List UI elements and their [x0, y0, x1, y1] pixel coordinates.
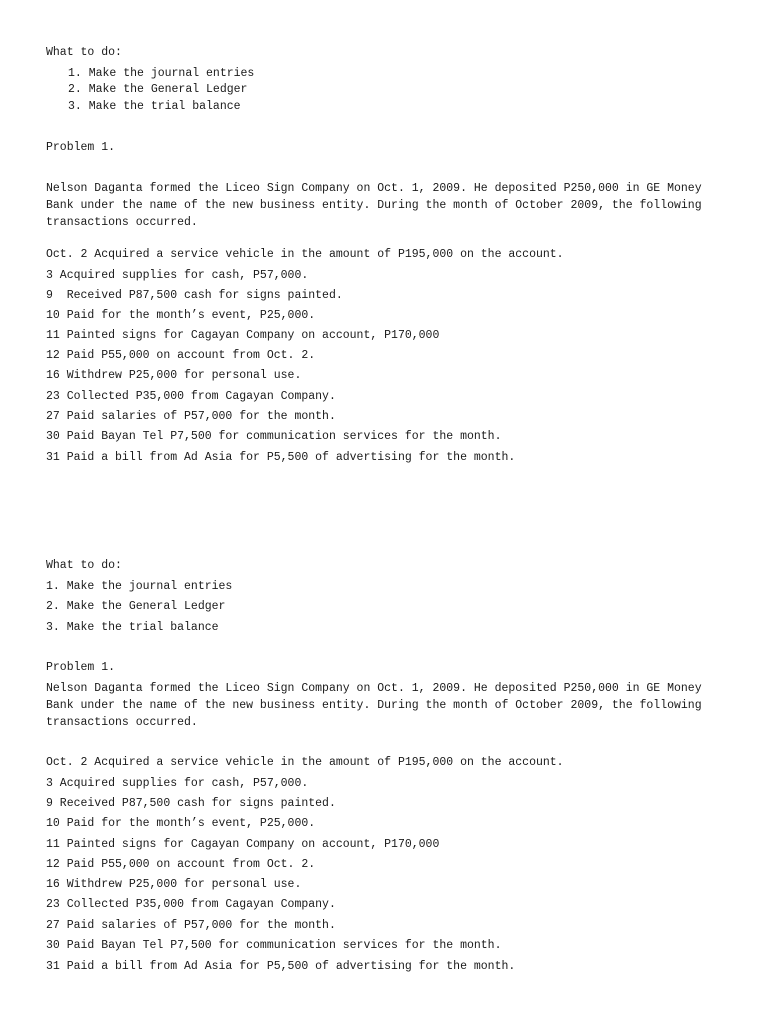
- what-to-do-heading: What to do:: [46, 46, 122, 59]
- transaction-line: 23 Collected P35,000 from Cagayan Company.: [46, 390, 336, 403]
- transaction-line: 30 Paid Bayan Tel P7,500 for communication services for the month.: [46, 430, 502, 443]
- transaction-line: 12 Paid P55,000 on account from Oct. 2.: [46, 349, 316, 362]
- transaction-line: Oct. 2 Acquired a service vehicle in the amount of P195,000 on the account.: [46, 756, 564, 769]
- transaction-line: 31 Paid a bill from Ad Asia for P5,500 of advertising for the month.: [46, 451, 516, 464]
- transaction-line: 16 Withdrew P25,000 for personal use.: [46, 369, 302, 382]
- transaction-line: 10 Paid for the month’s event, P25,000.: [46, 309, 316, 322]
- transaction-line: 3 Acquired supplies for cash, P57,000.: [46, 269, 309, 282]
- problem-title: Problem 1.: [46, 661, 116, 674]
- step-item: 1. Make the journal entries: [46, 580, 233, 593]
- problem-intro: Nelson Daganta formed the Liceo Sign Company on Oct. 1, 2009. He deposited P250,000 in GE Money Bank under the name of the new business entity. During the month of October 2009, the following transactions occurred.: [46, 682, 702, 729]
- transaction-line: 11 Painted signs for Cagayan Company on account, P170,000: [46, 838, 440, 851]
- transaction-line: 30 Paid Bayan Tel P7,500 for communication services for the month.: [46, 939, 502, 952]
- step-item: 2. Make the General Ledger: [46, 600, 226, 613]
- step-item: 3. Make the trial balance: [46, 621, 219, 634]
- problem-title: Problem 1.: [46, 141, 116, 154]
- transaction-line: 23 Collected P35,000 from Cagayan Company.: [46, 898, 336, 911]
- step-item: 1. Make the journal entries: [68, 67, 255, 80]
- transaction-line: 27 Paid salaries of P57,000 for the month.: [46, 410, 336, 423]
- step-item: 2. Make the General Ledger: [68, 83, 248, 96]
- transaction-line: 9 Received P87,500 cash for signs painted.: [46, 797, 336, 810]
- what-to-do-heading: What to do:: [46, 559, 122, 572]
- transaction-line: Oct. 2 Acquired a service vehicle in the amount of P195,000 on the account.: [46, 248, 564, 261]
- transaction-line: 11 Painted signs for Cagayan Company on account, P170,000: [46, 329, 440, 342]
- step-item: 3. Make the trial balance: [68, 100, 241, 113]
- transaction-line: 12 Paid P55,000 on account from Oct. 2.: [46, 858, 316, 871]
- transaction-line: 27 Paid salaries of P57,000 for the month.: [46, 919, 336, 932]
- transaction-line: 16 Withdrew P25,000 for personal use.: [46, 878, 302, 891]
- transaction-line: 3 Acquired supplies for cash, P57,000.: [46, 777, 309, 790]
- transaction-line: 31 Paid a bill from Ad Asia for P5,500 of advertising for the month.: [46, 960, 516, 973]
- problem-intro: Nelson Daganta formed the Liceo Sign Company on Oct. 1, 2009. He deposited P250,000 in GE Money Bank under the name of the new business entity. During the month of October 2009, the following transactions occurred.: [46, 182, 702, 229]
- transaction-line: 9 Received P87,500 cash for signs painted.: [46, 289, 343, 302]
- transaction-line: 10 Paid for the month’s event, P25,000.: [46, 817, 316, 830]
